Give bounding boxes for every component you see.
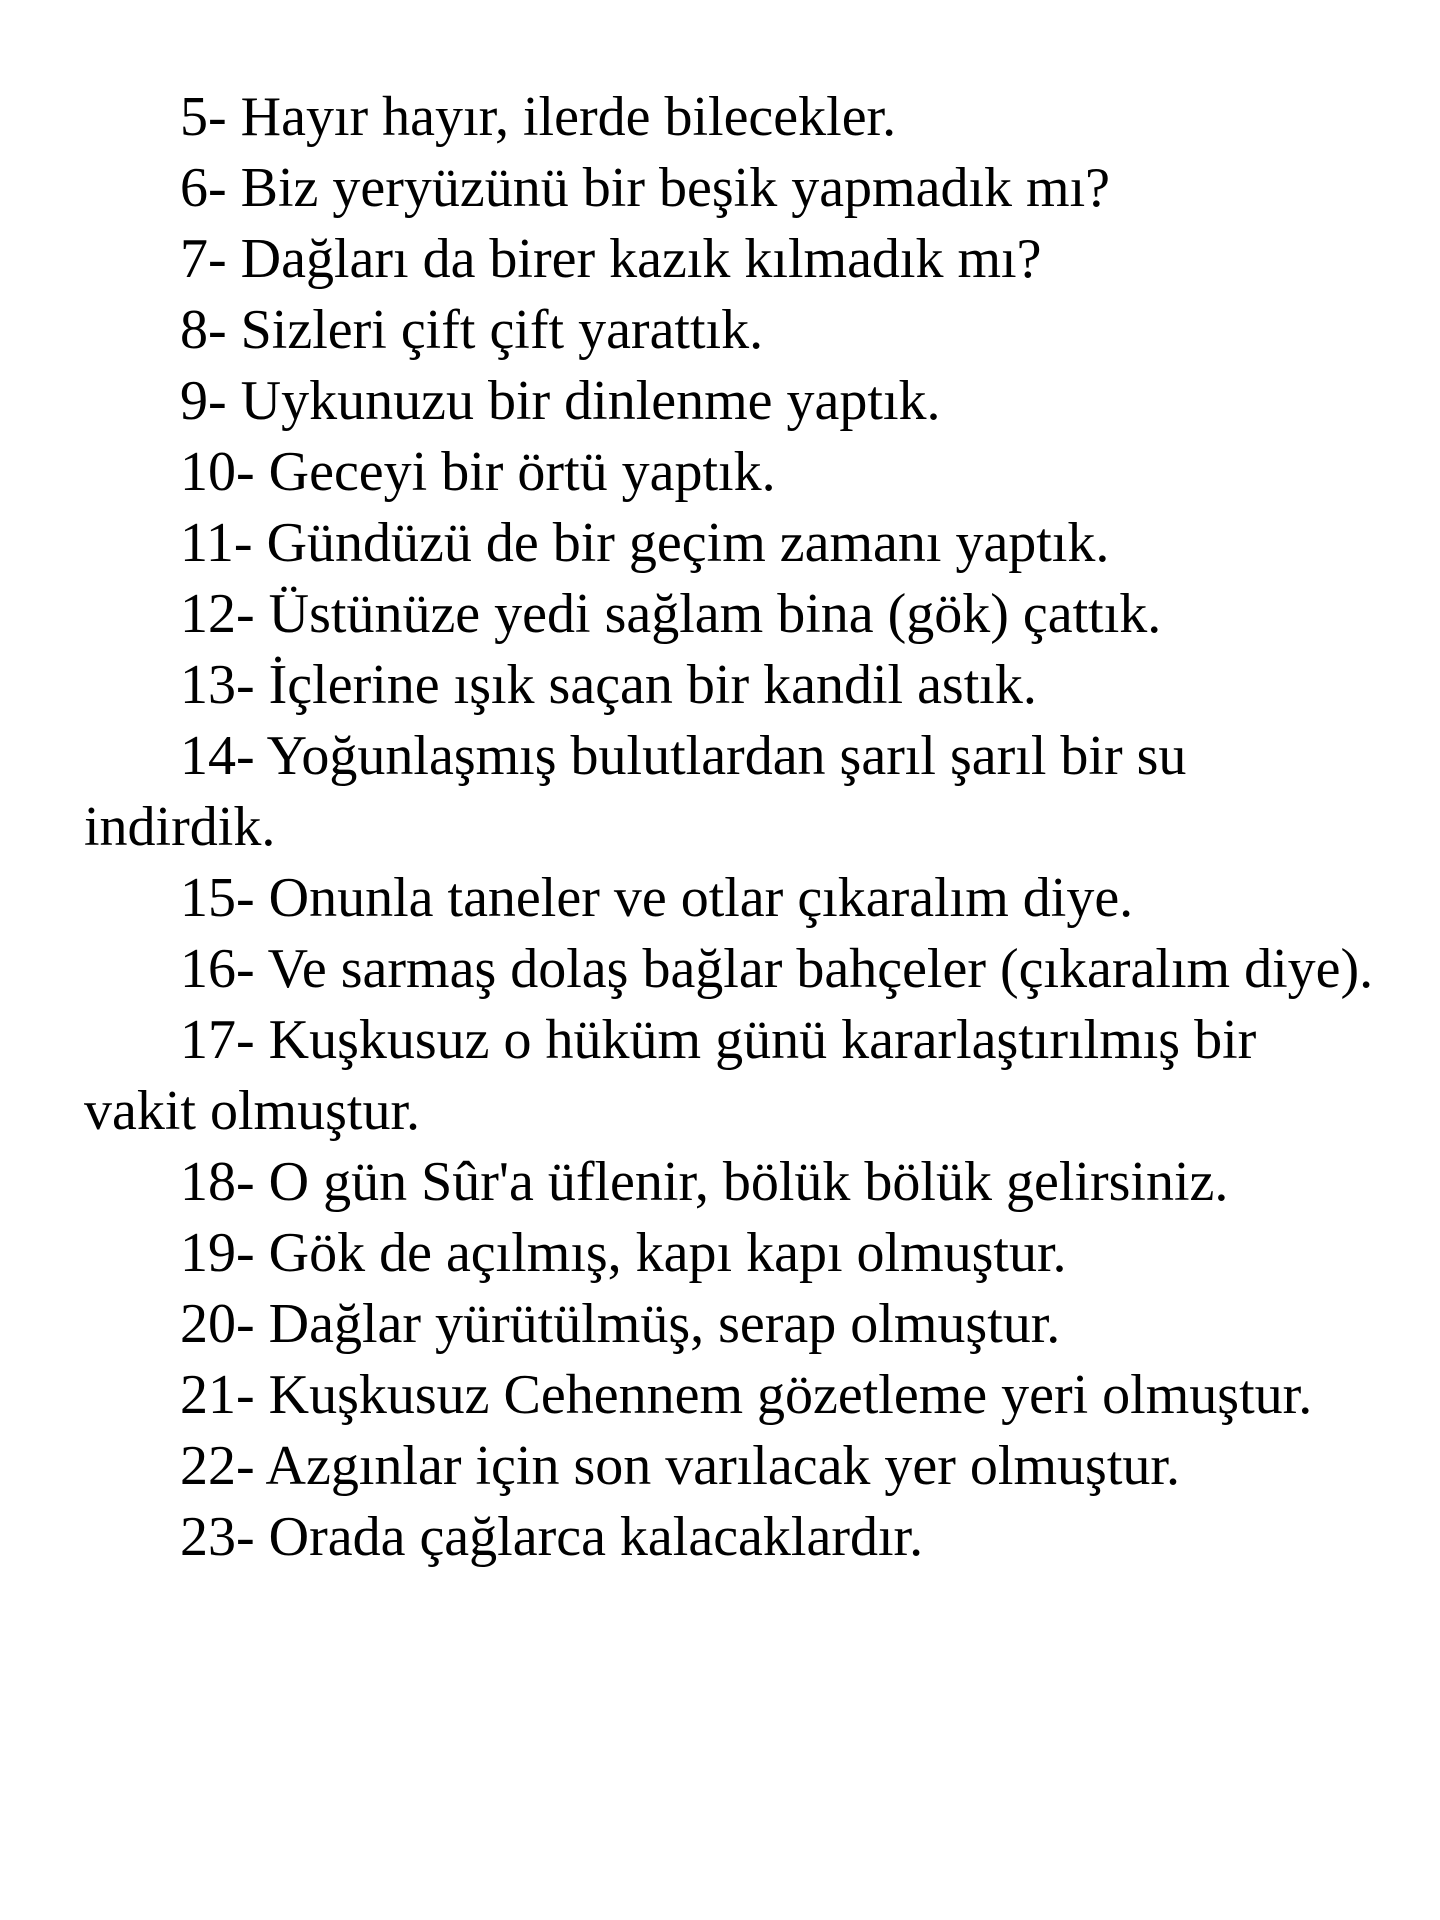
verse-20: 20- Dağlar yürütülmüş, serap olmuştur. [180, 1293, 1061, 1355]
verse-9: 9- Uykunuzu bir dinlenme yaptık. [180, 370, 941, 432]
verse-19: 19- Gök de açılmış, kapı kapı olmuştur. [180, 1222, 1067, 1284]
verse-17: 17- Kuşkusuz o hüküm günü kararlaştırılmış bir vakit olmuştur. [84, 1009, 1257, 1142]
verse-8: 8- Sizleri çift çift yarattık. [180, 299, 764, 361]
verse-5: 5- Hayır hayır, ilerde bilecekler. [180, 86, 897, 148]
verse-15: 15- Onunla taneler ve otlar çıkaralım diye. [180, 867, 1134, 929]
verse-6: 6- Biz yeryüzünü bir beşik yapmadık mı? [180, 157, 1110, 219]
verse-21: 21- Kuşkusuz Cehennem gözetleme yeri olmuştur. [180, 1364, 1313, 1426]
verse-16: 16- Ve sarmaş dolaş bağlar bahçeler (çıkaralım diye). [180, 938, 1374, 1000]
verse-22: 22- Azgınlar için son varılacak yer olmuştur. [180, 1435, 1180, 1497]
verse-23: 23- Orada çağlarca kalacaklardır. [180, 1506, 924, 1568]
verse-11: 11- Gündüzü de bir geçim zamanı yaptık. [180, 512, 1110, 574]
verse-list [84, 82, 1374, 1573]
verse-12: 12- Üstünüze yedi sağlam bina (gök) çattık. [180, 583, 1162, 645]
verse-13: 13- İçlerine ışık saçan bir kandil astık. [180, 654, 1037, 716]
verse-10: 10- Geceyi bir örtü yaptık. [180, 441, 776, 503]
verse-7: 7- Dağları da birer kazık kılmadık mı? [180, 228, 1042, 290]
verse-18: 18- O gün Sûr'a üflenir, bölük bölük gelirsiniz. [180, 1151, 1229, 1213]
verse-14: 14- Yoğunlaşmış bulutlardan şarıl şarıl bir su indirdik. [84, 725, 1187, 858]
